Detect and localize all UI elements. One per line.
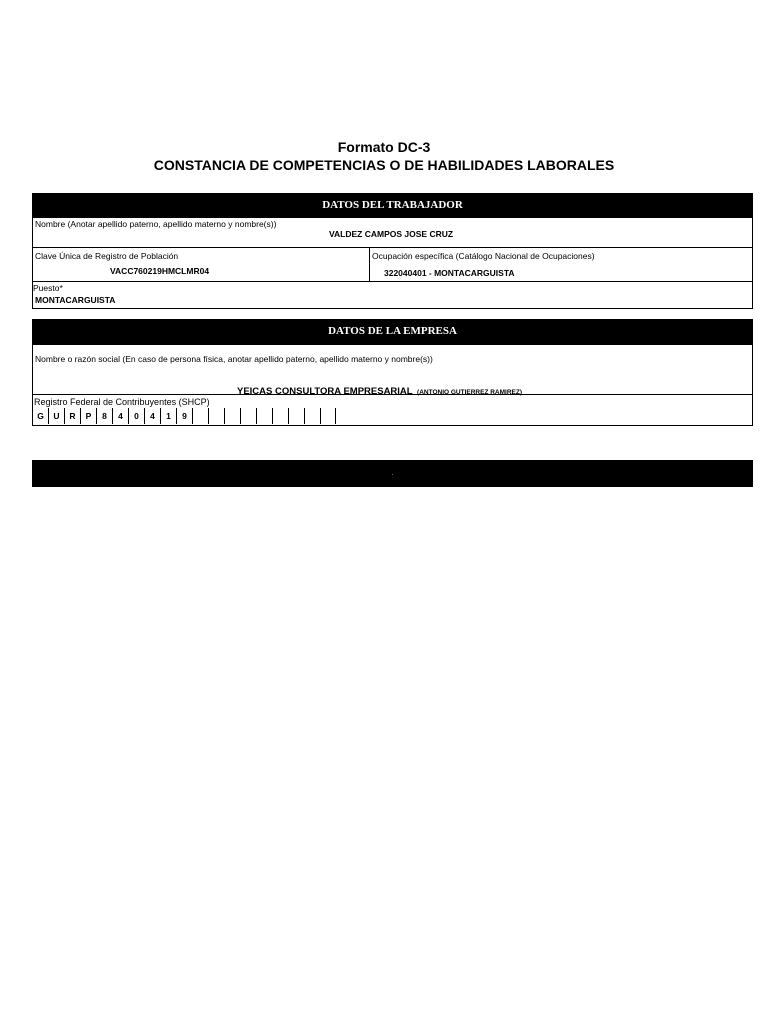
section3-header: . (32, 460, 753, 487)
company-name-label: Nombre o razón social (En caso de persona física, anotar apellido paterno, apellido materno y nombre(s)) (35, 354, 433, 364)
rfc-char-cell (272, 408, 288, 424)
form-code: Formato DC-3 (337, 139, 431, 155)
position-box (32, 281, 753, 309)
rfc-char-cell: 0 (128, 408, 144, 424)
rfc-char-cell (192, 408, 208, 424)
worker-name-label: Nombre (Anotar apellido paterno, apellido materno y nombre(s)) (35, 219, 277, 229)
rfc-char-cell: R (64, 408, 80, 424)
rfc-char-cell (256, 408, 272, 424)
worker-section-header: DATOS DEL TRABAJADOR (32, 193, 753, 217)
rfc-char-cell (320, 408, 336, 424)
rfc-char-cell (288, 408, 304, 424)
company-section-header: DATOS DE LA EMPRESA (32, 319, 753, 344)
rfc-char-cell: 1 (160, 408, 176, 424)
worker-name-box (32, 217, 753, 248)
position-label: Puesto* (33, 283, 63, 293)
company-name-box (32, 344, 753, 395)
occupation-box (369, 247, 753, 282)
rfc-char-cell: 4 (112, 408, 128, 424)
rfc-char-cell: G (32, 408, 48, 424)
rfc-char-cell: U (48, 408, 64, 424)
company-name-value: YEICAS CONSULTORA EMPRESARIAL (237, 386, 413, 397)
rfc-char-cell: 8 (96, 408, 112, 424)
rfc-char-cell (224, 408, 240, 424)
rfc-char-cell (240, 408, 256, 424)
rfc-cells (32, 408, 336, 424)
curp-box (32, 247, 370, 282)
form-title: CONSTANCIA DE COMPETENCIAS O DE HABILIDADES LABORALES (153, 157, 615, 173)
company-name-extra: (ANTONIO GUTIERREZ RAMIREZ) (417, 389, 523, 396)
rfc-label: Registro Federal de Contribuyentes (SHCP) (34, 397, 210, 407)
rfc-char-cell: 4 (144, 408, 160, 424)
curp-label: Clave Única de Registro de Población (35, 251, 179, 261)
rfc-char-cell (304, 408, 320, 424)
rfc-char-cell: 9 (176, 408, 192, 424)
position-value: MONTACARGUISTA (35, 295, 116, 305)
occupation-label: Ocupación específica (Catálogo Nacional de Ocupaciones) (372, 251, 595, 261)
rfc-char-cell: P (80, 408, 96, 424)
curp-value: VACC760219HMCLMR04 (110, 266, 210, 276)
rfc-char-cell (208, 408, 224, 424)
worker-name-value: VALDEZ CAMPOS JOSE CRUZ (329, 229, 454, 239)
occupation-value: 322040401 - MONTACARGUISTA (384, 268, 515, 278)
